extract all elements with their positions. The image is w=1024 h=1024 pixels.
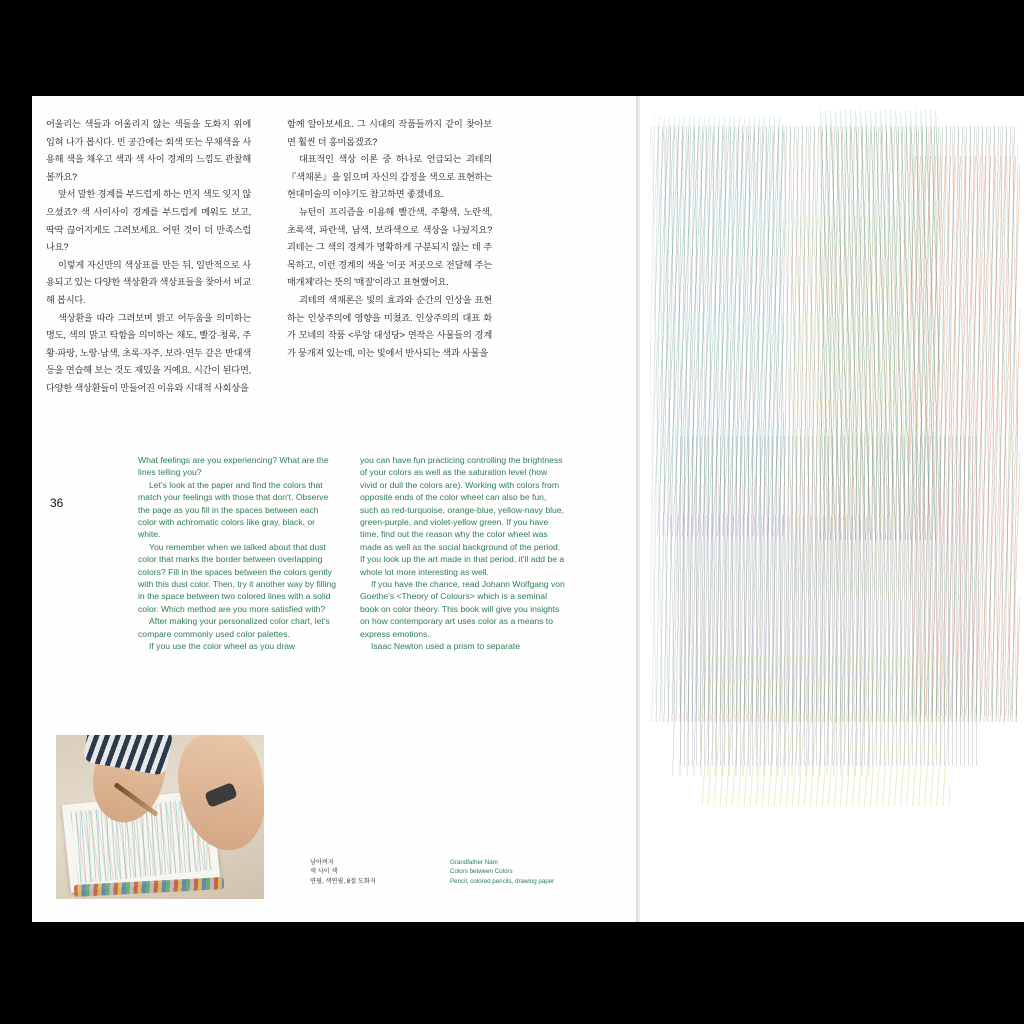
english-paragraph: What feelings are you experiencing? What are the lines telling you? xyxy=(138,455,329,478)
english-paragraph: After making your personalized color chart, let's compare commonly used color palettes. xyxy=(138,616,330,639)
caption-korean-line: 남아버지 xyxy=(310,859,334,866)
english-paragraph: If you have the chance, read Johann Wolfgang von Goethe's <Theory of Colours> which is a seminal book on color theory. This book will give you insights on how contemporary art uses color as a means to express emotions. xyxy=(360,579,565,639)
caption-english-line: Colors between Colors xyxy=(450,868,513,876)
artwork-layer-pink xyxy=(650,126,1018,722)
korean-paragraph: 이렇게 자신만의 색상표를 만든 뒤, 일반적으로 사용되고 있는 다양한 색상환과 색상표들을 찾아서 비교해 봅시다. xyxy=(46,259,251,305)
caption-korean xyxy=(310,858,376,886)
english-paragraph: Let's look at the paper and find the colors that match your feelings with those that don't. Observe the page as you fill in the spaces between each color with achromatic colors like gray, black, or white. xyxy=(138,479,329,540)
english-paragraph: If you use the color wheel as you draw xyxy=(149,641,296,652)
english-paragraph: Isaac Newton used a prism to separate xyxy=(371,641,521,652)
english-column-1 xyxy=(138,454,338,653)
korean-paragraph: 앞서 말한 경계를 부드럽게 하는 먼지 색도 잊지 않으셨죠? 색 사이사이 경계를 부드럽게 메워도 보고, 딱딱 끊어지게도 그려보세요. 어떤 것이 더 만족스럽나요? xyxy=(46,189,251,253)
artwork-colored-pencil-scribble xyxy=(640,96,1024,922)
korean-paragraph: 괴테의 색채론은 빛의 효과와 순간의 인상을 표현하는 인상주의에 영향을 미쳤죠. 인상주의의 대표 화가 모네의 작품 <루앙 대성당> 연작은 사물들의 경계가 뭉개져 있는데, 이는 빛에서 반사되는 색과 사물을 xyxy=(287,294,492,358)
artwork-fade-bottom xyxy=(640,802,1024,922)
korean-column-1 xyxy=(46,116,251,398)
caption-english xyxy=(450,858,554,886)
english-paragraph: you can have fun practicing controlling the brightness of your colors as well as the saturation level (how vivid or dull the colors are). Working with colors from opposite ends of the color wheel can also be fun, such as red-turquoise, orange-blue, yellow-navy blue, green-purple, and violet-yellow green. If you have time, find out the reason why the color wheel was made as well as the social background of the period. If you look up the art made in that period, it'll add be a whole lot more interesting as well. xyxy=(360,455,565,577)
korean-paragraph: 대표적인 색상 이론 중 하나로 언급되는 괴테의 『색채론』을 읽으며 자신의 감정을 색으로 표현하는 현대미술의 이야기도 참고하면 좋겠네요. xyxy=(287,154,492,200)
caption-korean-line: 연필, 색연필, 8절 도화지 xyxy=(310,877,376,885)
page-number: 36 xyxy=(50,496,64,510)
process-photograph xyxy=(56,735,264,899)
caption-korean-line: 색 사이 색 xyxy=(310,868,338,876)
magazine-spread xyxy=(32,96,1024,922)
caption-english-line: Grandfather Nam xyxy=(450,859,498,866)
caption-english-line: Pencil, colored pencils, drawing paper xyxy=(450,877,555,885)
artwork-fade-top xyxy=(640,96,1024,136)
korean-paragraph: 어울리는 색들과 어울리지 않는 색들을 도화지 위에 입혀 나가 봅시다. 빈 공간에는 회색 또는 무채색을 사용해 색을 채우고 색과 색 사이 경계의 느낌도 관찰해 볼까요? xyxy=(46,119,251,182)
korean-column-2 xyxy=(287,116,492,362)
artwork-fade-left xyxy=(640,96,666,922)
english-column-2 xyxy=(360,454,565,653)
korean-paragraph: 색상환을 따라 그려보며 밝고 어두움을 의미하는 명도, 색의 맑고 탁함을 의미하는 채도, 빨강·청록, 주황·파랑, 노랑·남색, 초록·자주, 보라·연두 같은 반대색 등을 연습해 보는 것도 재밌을 거예요. 시간이 된다면, 다양한 색상환들이 만들어진 이유와 시대적 사회상을 xyxy=(46,312,251,393)
korean-paragraph: 함께 알아보세요. 그 시대의 작품들까지 같이 찾아보면 훨씬 더 흥미롭겠죠? xyxy=(287,119,492,147)
left-page xyxy=(32,96,636,922)
english-paragraph: You remember when we talked about that dust color that marks the border between overlapping colors? Fill in the spaces between the colors gently with this dust color. Then, try it another way by filling in the space between two colored lines with a solid color. Which method are you more satisfied with? xyxy=(138,541,337,614)
korean-paragraph: 뉴턴이 프리즘을 이용해 빨간색, 주황색, 노란색, 초록색, 파란색, 남색, 보라색으로 색상을 나눴지요? 괴테는 그 색의 경계가 명확하게 구분되지 않는 데 주목하고, 이런 경계의 색을 '이곳 저곳으로 전달해 주는 매개체'라는 뜻의 '매질'이라고 표현했어요. xyxy=(287,206,492,288)
right-page xyxy=(640,96,1024,922)
